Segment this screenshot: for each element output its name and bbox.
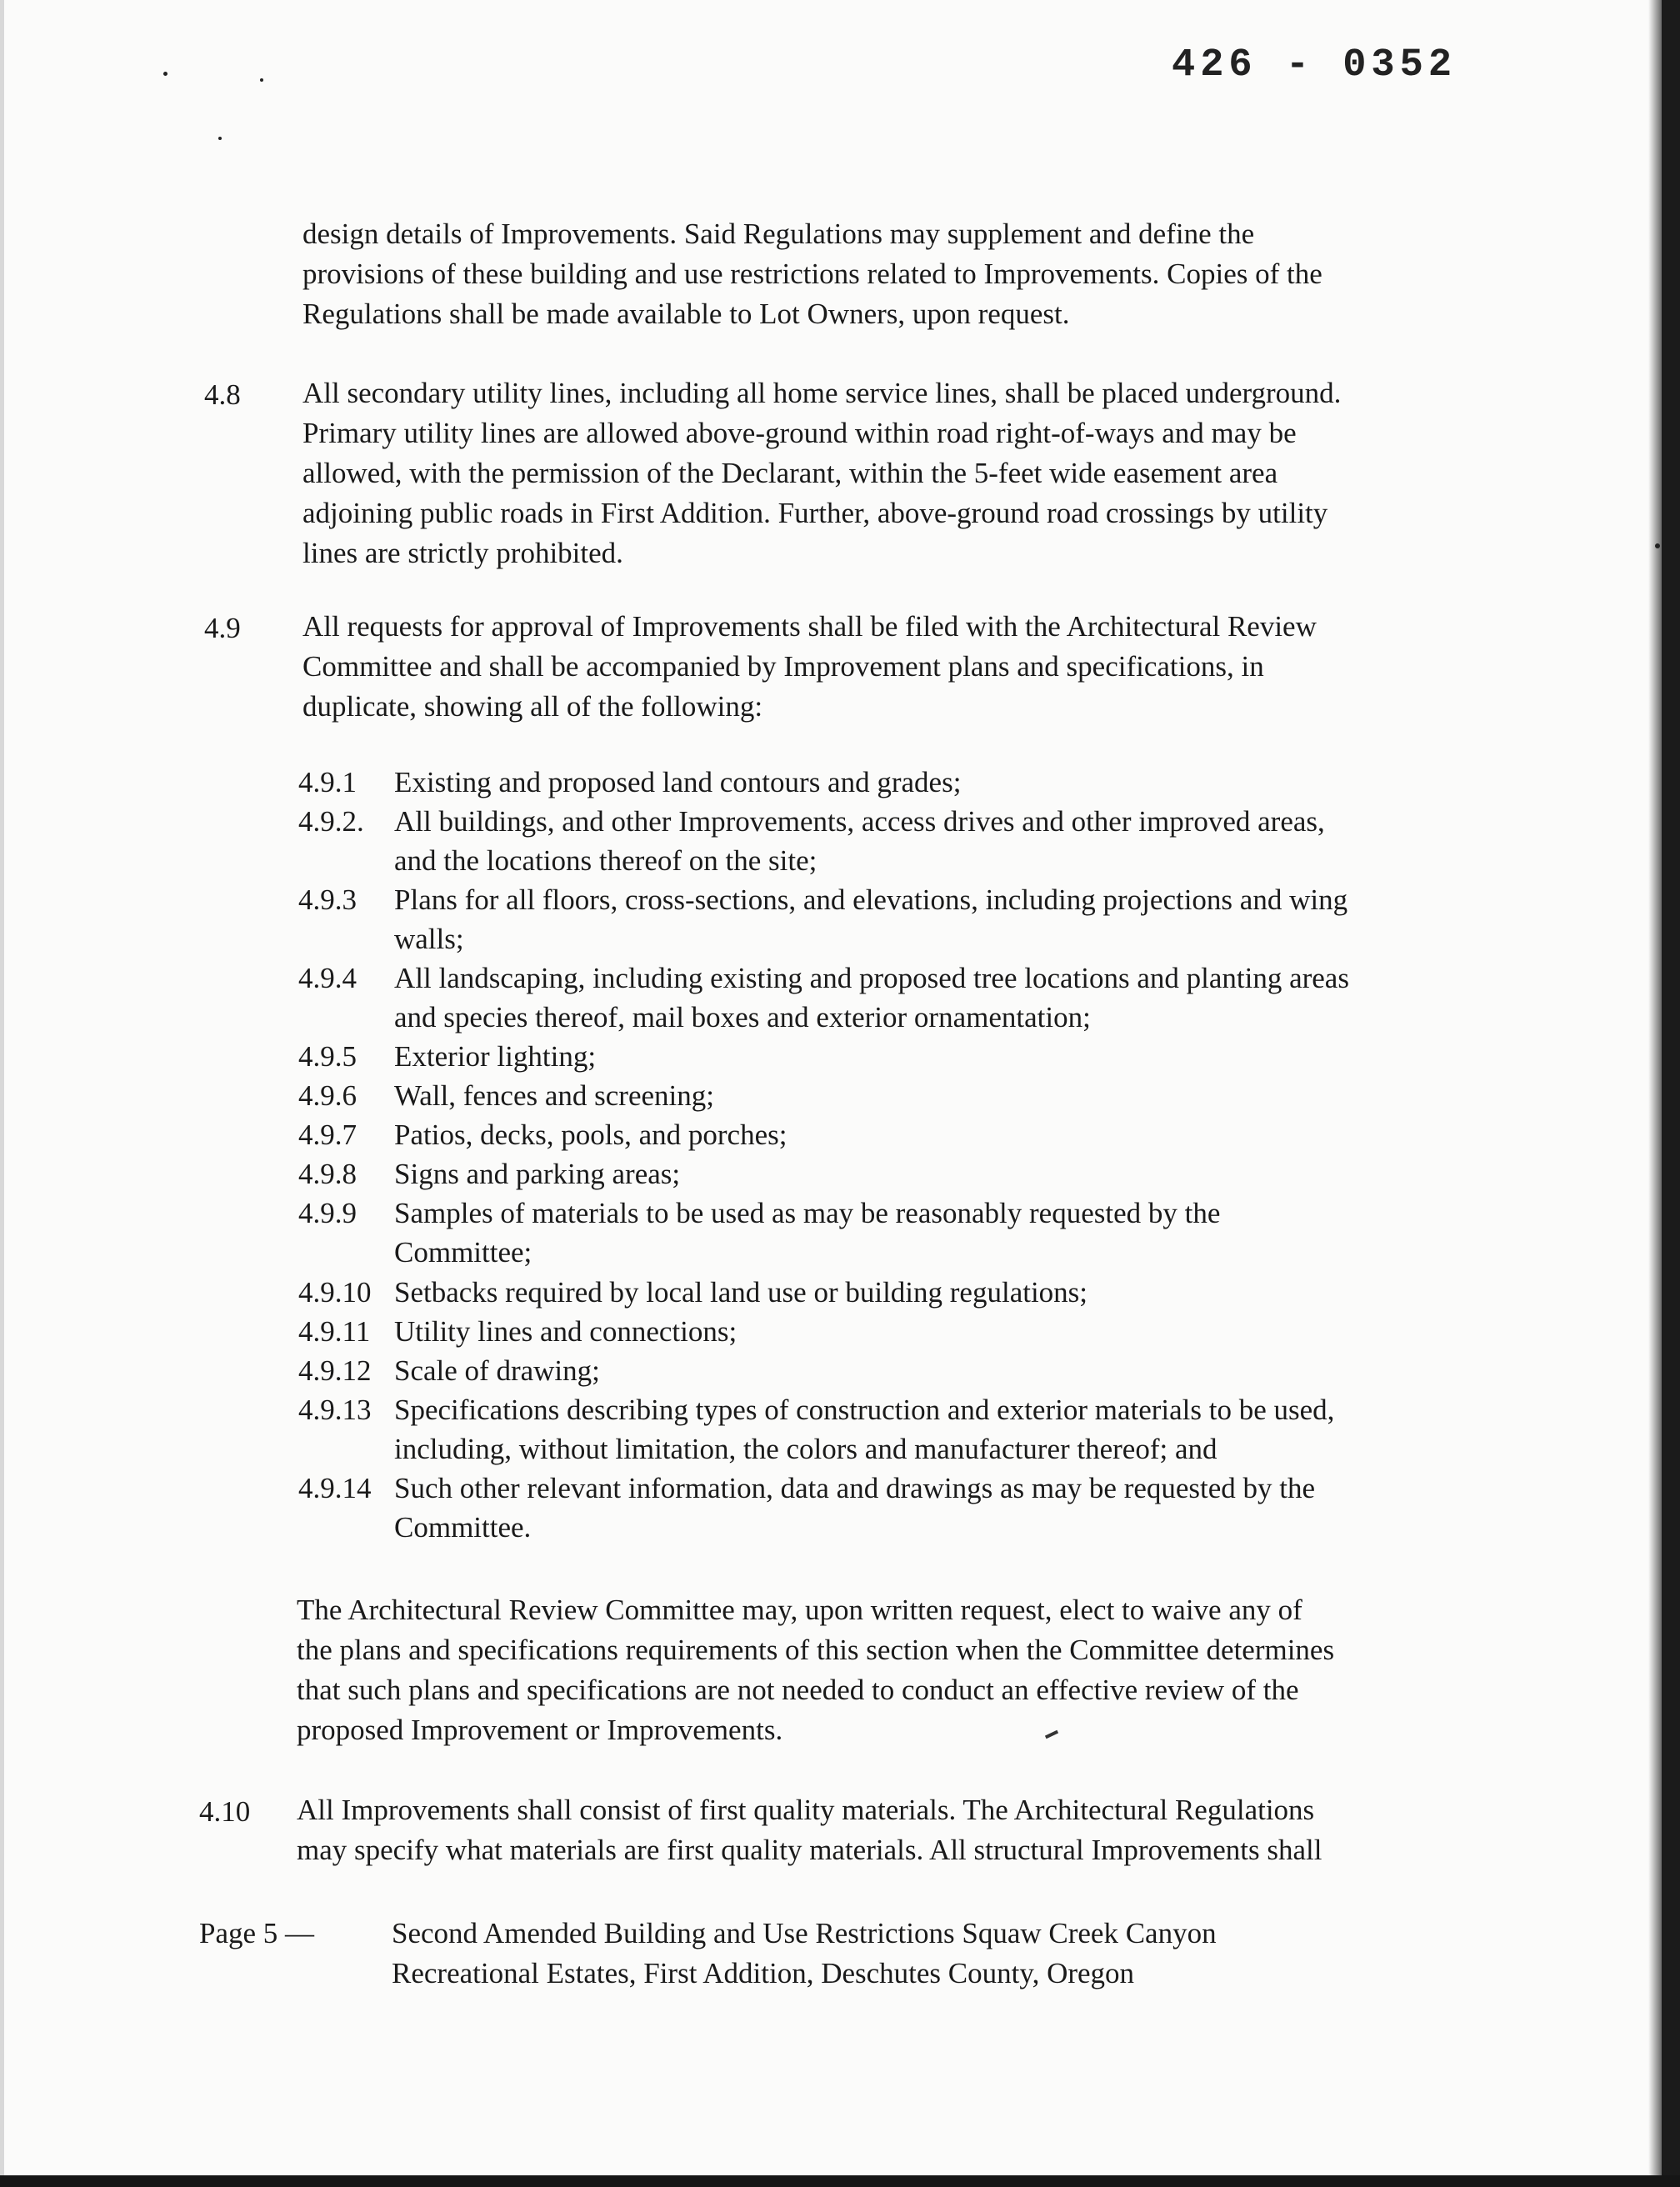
- list-item-line: Committee.: [394, 1511, 532, 1544]
- list-item-line: All buildings, and other Improvements, access drives and other improved areas,: [394, 805, 1325, 838]
- list-item-number: 4.9.2.: [298, 805, 364, 838]
- list-item-line: Plans for all floors, cross-sections, and elevations, including projections and wing: [394, 883, 1348, 916]
- list-item-line: Scale of drawing;: [394, 1354, 600, 1387]
- paragraph-line: All secondary utility lines, including all home service lines, shall be placed underground.: [302, 377, 1342, 409]
- list-item-line: Committee;: [394, 1236, 532, 1269]
- scan-speck: [218, 137, 222, 140]
- paragraph-line: allowed, with the permission of the Declarant, within the 5-feet wide easement area: [302, 457, 1278, 489]
- list-item-number: 4.9.10: [298, 1276, 372, 1309]
- list-item-number: 4.9.3: [298, 883, 357, 916]
- paragraph-line: All requests for approval of Improvements shall be filed with the Architectural Review: [302, 610, 1317, 643]
- paragraph-line: adjoining public roads in First Addition. Further, above-ground road crossings by utility: [302, 497, 1328, 529]
- paragraph-line: that such plans and specifications are not needed to conduct an effective review of the: [297, 1674, 1299, 1706]
- list-item-number: 4.9.1: [298, 766, 357, 798]
- paragraph-line: the plans and specifications requirements of this section when the Committee determines: [297, 1634, 1335, 1666]
- section-number-4-10: 4.10: [199, 1795, 251, 1828]
- paragraph-line: design details of Improvements. Said Regulations may supplement and define the: [302, 218, 1255, 250]
- paragraph-line: lines are strictly prohibited.: [302, 537, 623, 569]
- scan-speck: [260, 78, 263, 82]
- paragraph-line: All Improvements shall consist of first quality materials. The Architectural Regulations: [297, 1794, 1315, 1826]
- list-item-line: Wall, fences and screening;: [394, 1079, 714, 1112]
- scan-shadow-right: [1648, 0, 1662, 2187]
- scan-edge-bottom: [0, 2175, 1680, 2187]
- list-item-line: and the locations thereof on the site;: [394, 844, 818, 877]
- list-item-line: Utility lines and connections;: [394, 1315, 738, 1348]
- pen-mark: [1045, 1730, 1058, 1739]
- list-item-number: 4.9.6: [298, 1079, 357, 1112]
- scan-edge-right: [1662, 0, 1680, 2187]
- paragraph-line: Regulations shall be made available to Lot Owners, upon request.: [302, 298, 1070, 330]
- document-number: 426 - 0352: [1172, 43, 1458, 88]
- list-item-line: Signs and parking areas;: [394, 1158, 681, 1190]
- list-item-line: All landscaping, including existing and proposed tree locations and planting areas: [394, 962, 1349, 994]
- footer-title-line: Second Amended Building and Use Restrictions Squaw Creek Canyon: [392, 1917, 1217, 1949]
- paragraph-line: The Architectural Review Committee may, upon written request, elect to waive any of: [297, 1594, 1302, 1626]
- list-item-line: and species thereof, mail boxes and exterior ornamentation;: [394, 1001, 1091, 1033]
- scan-speck: [163, 72, 168, 76]
- list-item-number: 4.9.7: [298, 1119, 357, 1151]
- list-item-number: 4.9.8: [298, 1158, 357, 1190]
- list-item-number: 4.9.13: [298, 1394, 372, 1426]
- scan-speck: [1655, 543, 1660, 548]
- list-item-line: Patios, decks, pools, and porches;: [394, 1119, 788, 1151]
- page-label: Page 5 —: [199, 1917, 315, 1949]
- list-item-line: Specifications describing types of construction and exterior materials to be used,: [394, 1394, 1335, 1426]
- paragraph-line: may specify what materials are first quality materials. All structural Improvements shall: [297, 1834, 1322, 1866]
- paragraph-line: provisions of these building and use restrictions related to Improvements. Copies of the: [302, 258, 1322, 290]
- list-item-line: Setbacks required by local land use or building regulations;: [394, 1276, 1088, 1309]
- footer-title-line: Recreational Estates, First Addition, Deschutes County, Oregon: [392, 1957, 1135, 1989]
- paragraph-line: Committee and shall be accompanied by Improvement plans and specifications, in: [302, 650, 1264, 683]
- list-item-line: Exterior lighting;: [394, 1040, 597, 1073]
- scan-edge-left: [0, 0, 4, 2187]
- paragraph-line: Primary utility lines are allowed above-ground within road right-of-ways and may be: [302, 417, 1297, 449]
- list-item-number: 4.9.9: [298, 1197, 357, 1229]
- list-item-line: Samples of materials to be used as may be reasonably requested by the: [394, 1197, 1221, 1229]
- list-item-number: 4.9.11: [298, 1315, 371, 1348]
- list-item-number: 4.9.4: [298, 962, 357, 994]
- section-number-4-8: 4.8: [204, 378, 241, 411]
- paragraph-line: duplicate, showing all of the following:: [302, 690, 763, 723]
- list-item-line: walls;: [394, 923, 464, 955]
- paragraph-line: proposed Improvement or Improvements.: [297, 1714, 783, 1746]
- list-item-number: 4.9.5: [298, 1040, 357, 1073]
- section-number-4-9: 4.9: [204, 612, 241, 644]
- list-item-line: Existing and proposed land contours and grades;: [394, 766, 962, 798]
- list-item-number: 4.9.12: [298, 1354, 372, 1387]
- list-item-number: 4.9.14: [298, 1472, 372, 1504]
- list-item-line: Such other relevant information, data and drawings as may be requested by the: [394, 1472, 1316, 1504]
- list-item-line: including, without limitation, the colors and manufacturer thereof; and: [394, 1433, 1218, 1465]
